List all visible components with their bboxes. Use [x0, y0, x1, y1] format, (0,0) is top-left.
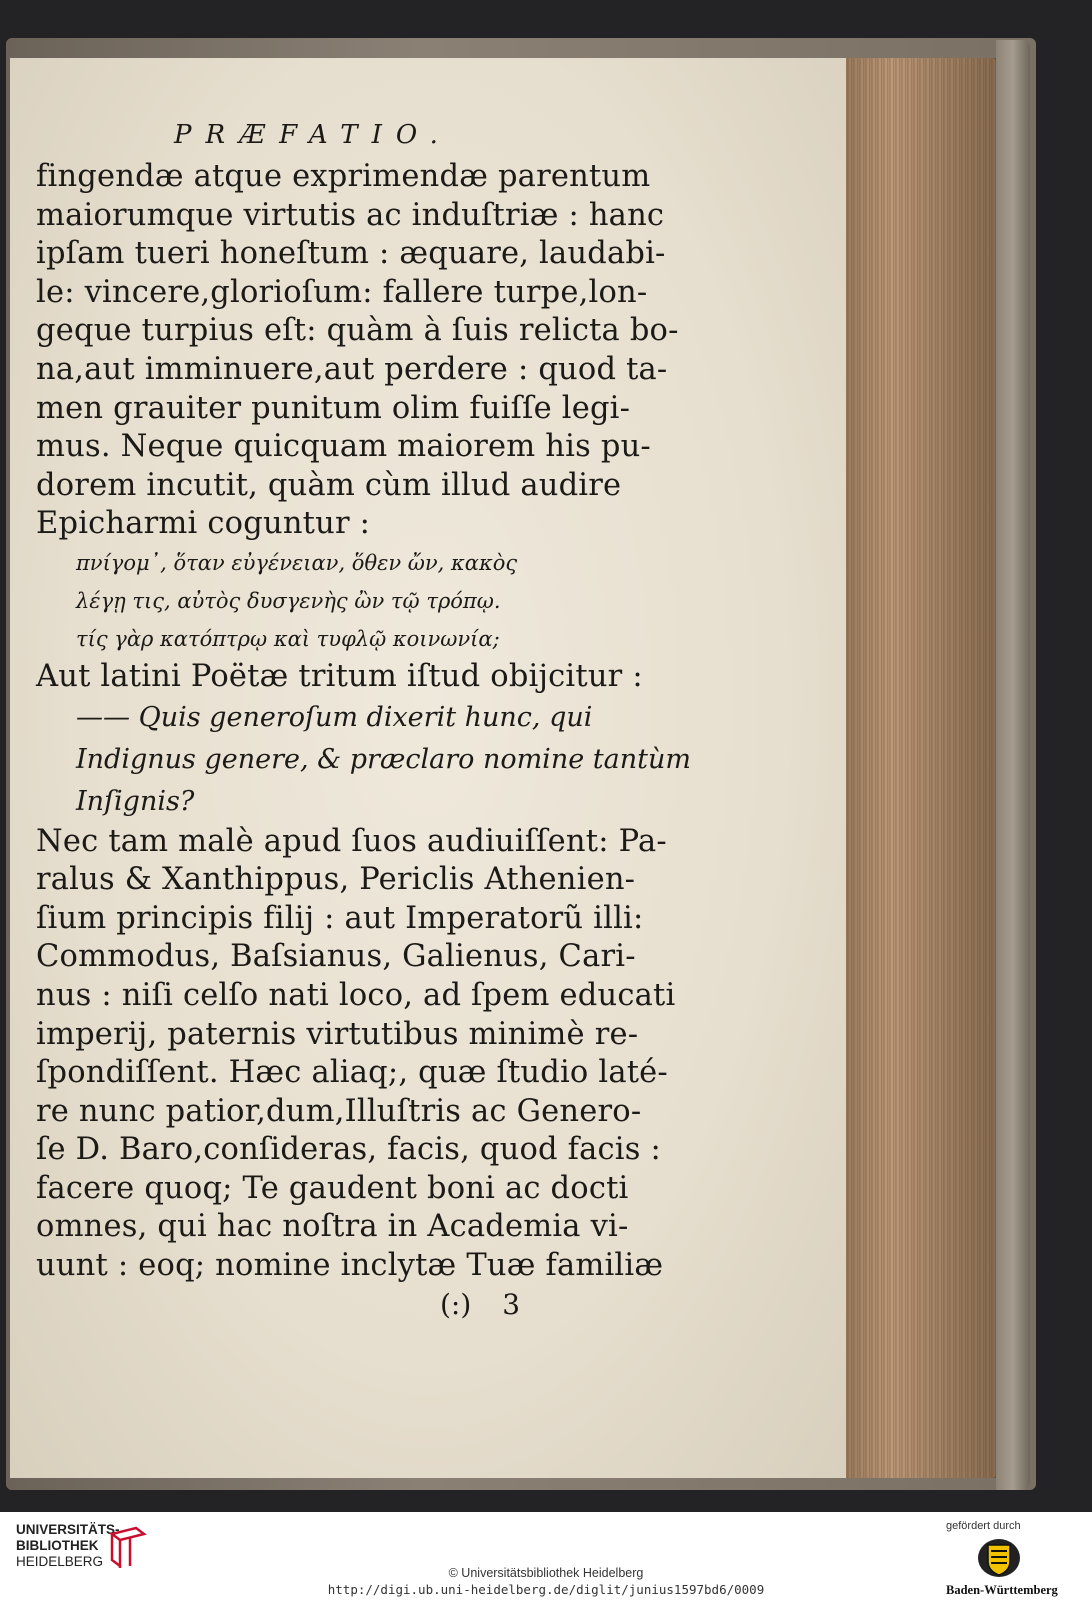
text-line: fingendæ atque exprimendæ parentum	[36, 159, 651, 194]
funder-name: Baden-Württemberg	[946, 1583, 1058, 1597]
text-line: ralus & Xanthippus, Periclis Athenien-	[36, 862, 636, 898]
greek-quote-line: τίς γὰρ κατόπτρῳ καὶ τυφλῷ κοινωνία;	[76, 626, 500, 651]
text-line: men grauiter punitum olim fuiſſe legi-	[36, 390, 631, 426]
text-line: mus. Neque quicquam maiorem his pu-	[36, 429, 651, 465]
text-line: ſium principis filij : aut Imperatorũ illi:	[36, 900, 644, 936]
text-line: Nec tam malè apud ſuos audiuiſſent: Pa-	[36, 823, 667, 859]
text-line: uunt : eoq; nomine inclytæ Tuæ familiæ	[36, 1248, 664, 1284]
text-line: geque turpius eſt: quàm à ſuis relicta bo-	[36, 313, 679, 349]
greek-quote-line: πνίγομ᾽, ὅταν εὐγένειαν, ὅθεν ὤν, κακὸς	[76, 550, 518, 575]
signature-symbol: (:)	[440, 1288, 472, 1321]
verse-line: Indignus genere, & præclaro nomine tantùm	[76, 743, 691, 775]
text-line: ipſam tueri honeſtum : æquare, laudabi-	[36, 236, 666, 272]
library-logo-text[interactable]: UNIVERSITÄTS- BIBLIOTHEK HEIDELBERG	[16, 1522, 120, 1569]
library-logo-icon[interactable]	[108, 1526, 148, 1570]
text-line: ſe D. Baro,conſideras, facis, quod facis :	[36, 1132, 661, 1168]
viewer-footer	[0, 1512, 1092, 1600]
funded-by-label: gefördert durch	[946, 1520, 1021, 1532]
book-cover-edge	[996, 40, 1030, 1490]
copyright-notice: © Universitätsbibliothek Heidelberg	[448, 1566, 644, 1580]
text-line: re nunc patior,dum,Illuſtris ac Genero-	[36, 1093, 642, 1129]
text-line: facere quoq; Te gaudent boni ac docti	[36, 1170, 629, 1206]
verse-line: Inſignis?	[76, 785, 195, 817]
text-line: Commodus, Baſsianus, Galienus, Cari-	[36, 939, 636, 975]
running-head: PRÆFATIO.	[174, 120, 452, 150]
text-line: imperij, paternis virtutibus minimè re-	[36, 1016, 639, 1052]
text-line: maiorumque virtutis ac induſtriæ : hanc	[36, 197, 665, 233]
text-line: omnes, qui hac noſtra in Academia vi-	[36, 1209, 629, 1245]
coat-of-arms-icon	[976, 1537, 1022, 1579]
signature-mark	[440, 1288, 520, 1321]
text-line: ſpondiſſent. Hæc aliaq;, quæ ſtudio laté-	[36, 1055, 668, 1091]
permalink-url[interactable]: http://digi.ub.uni-heidelberg.de/diglit/junius1597bd6/0009	[327, 1582, 765, 1597]
verse-line: —— Quis generoſum dixerit hunc, qui	[76, 701, 593, 733]
text-line: na,aut imminuere,aut perdere : quod ta-	[36, 351, 668, 387]
text-line: dorem incutit, quàm cùm illud audire	[36, 467, 622, 503]
greek-quote-line: λέγῃ τις, αὐτὸς δυσγενὴς ὢν τῷ τρόπῳ.	[76, 588, 501, 613]
text-line: le: vincere,glorioſum: fallere turpe,lon-	[36, 274, 648, 310]
text-line: Aut latini Poëtæ tritum iſtud obijcitur :	[36, 658, 643, 694]
text-line: nus : niſi celſo nati loco, ad ſpem educati	[36, 977, 676, 1013]
signature-number: 3	[502, 1288, 521, 1321]
page-text	[36, 120, 691, 1286]
text-line: Epicharmi coguntur :	[36, 506, 371, 542]
